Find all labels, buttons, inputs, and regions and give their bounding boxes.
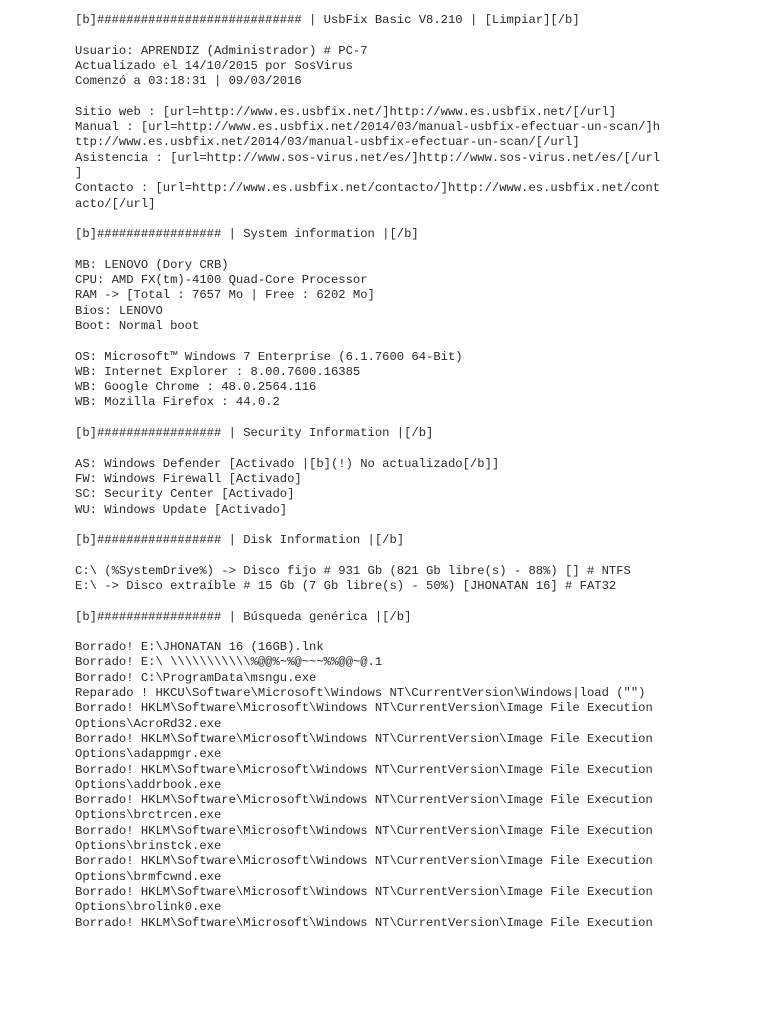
spacer xyxy=(75,518,695,533)
assist-line-cont: ] xyxy=(75,165,83,180)
started-line: Comenzó a 03:18:31 | 09/03/2016 xyxy=(75,74,302,89)
spacer xyxy=(75,28,695,43)
wu-line: WU: Windows Update [Activado] xyxy=(75,502,288,517)
search-result-line: Options\brmfcwnd.exe xyxy=(75,869,222,884)
search-result-line: Borrado! HKLM\Software\Microsoft\Windows NT\CurrentVersion\Image File Execution xyxy=(75,854,653,869)
disk-e-line: E:\ -> Disco extraíble # 15 Gb (7 Gb libre(s) - 50%) [JHONATAN 16] # FAT32 xyxy=(75,578,617,593)
updated-line: Actualizado el 14/10/2015 por SosVirus xyxy=(75,58,353,73)
spacer xyxy=(75,334,695,349)
search-result-line: Options\brolink0.exe xyxy=(75,900,222,915)
search-result-line: Borrado! HKLM\Software\Microsoft\Windows NT\CurrentVersion\Image File Execution xyxy=(75,731,653,746)
system-heading: [b]################# | System information |[/b] xyxy=(75,227,419,242)
website-line: Sitio web : [url=http://www.es.usbfix.net/]http://www.es.usbfix.net/[/url] xyxy=(75,104,617,119)
wb-ie-line: WB: Internet Explorer : 8.00.7600.16385 xyxy=(75,364,361,379)
assist-line: Asistencia : [url=http://www.sos-virus.net/es/]http://www.sos-virus.net/es/[/url xyxy=(75,150,661,165)
search-result-line: Borrado! HKLM\Software\Microsoft\Windows NT\CurrentVersion\Image File Execution xyxy=(75,762,653,777)
disk-c-line: C:\ (%SystemDrive%) -> Disco fijo # 931 Gb (821 Gb libre(s) - 88%) [] # NTFS xyxy=(75,563,631,578)
spacer xyxy=(75,242,695,257)
disk-heading: [b]################# | Disk Information |[/b] xyxy=(75,533,405,548)
search-result-line: Borrado! E:\JHONATAN 16 (16GB).lnk xyxy=(75,640,324,655)
spacer xyxy=(75,212,695,227)
spacer xyxy=(75,441,695,456)
search-result-line: Borrado! HKLM\Software\Microsoft\Windows NT\CurrentVersion\Image File Execution xyxy=(75,915,653,930)
usbfix-report xyxy=(75,13,695,931)
fw-line: FW: Windows Firewall [Activado] xyxy=(75,471,302,486)
spacer xyxy=(75,411,695,426)
contact-line: Contacto : [url=http://www.es.usbfix.net/contacto/]http://www.es.usbfix.net/cont xyxy=(75,181,661,196)
spacer xyxy=(75,89,695,104)
search-result-line: Borrado! HKLM\Software\Microsoft\Windows NT\CurrentVersion\Image File Execution xyxy=(75,823,653,838)
manual-line: Manual : [url=http://www.es.usbfix.net/2014/03/manual-usbfix-efectuar-un-scan/]h xyxy=(75,120,661,135)
search-result-line: Borrado! HKLM\Software\Microsoft\Windows NT\CurrentVersion\Image File Execution xyxy=(75,701,653,716)
contact-line-cont: acto/[/url] xyxy=(75,196,156,211)
search-result-line: Options\brctrcen.exe xyxy=(75,808,222,823)
boot-line: Boot: Normal boot xyxy=(75,318,200,333)
wb-firefox-line: WB: Mozilla Firefox : 44.0.2 xyxy=(75,395,280,410)
search-result-line: Options\adappmgr.exe xyxy=(75,747,222,762)
ram-line: RAM -> [Total : 7657 Mo | Free : 6202 Mo] xyxy=(75,288,375,303)
search-result-line: Borrado! HKLM\Software\Microsoft\Windows NT\CurrentVersion\Image File Execution xyxy=(75,793,653,808)
search-result-line: Reparado ! HKCU\Software\Microsoft\Windows NT\CurrentVersion\Windows|load ("") xyxy=(75,686,646,701)
cpu-line: CPU: AMD FX(tm)-4100 Quad-Core Processor xyxy=(75,273,368,288)
os-line: OS: Microsoft™ Windows 7 Enterprise (6.1.7600 64-Bit) xyxy=(75,349,463,364)
wb-chrome-line: WB: Google Chrome : 48.0.2564.116 xyxy=(75,380,317,395)
search-result-line: Borrado! C:\ProgramData\msngu.exe xyxy=(75,670,317,685)
spacer xyxy=(75,548,695,563)
search-result-line: Borrado! HKLM\Software\Microsoft\Windows NT\CurrentVersion\Image File Execution xyxy=(75,884,653,899)
search-result-line: Borrado! E:\ \\\\\\\\\\\%@@%~%@~~~%%@@~@.1 xyxy=(75,655,383,670)
report-title: [b]############################ | UsbFix Basic V8.210 | [Limpiar][/b] xyxy=(75,13,580,27)
security-heading: [b]################# | Security Information |[/b] xyxy=(75,426,434,441)
bios-line: Bios: LENOVO xyxy=(75,303,163,318)
spacer xyxy=(75,594,695,609)
sc-line: SC: Security Center [Activado] xyxy=(75,487,295,502)
search-result-line: Options\AcroRd32.exe xyxy=(75,716,222,731)
as-line: AS: Windows Defender [Activado |[b](!) No actualizado[/b]] xyxy=(75,456,500,471)
spacer xyxy=(75,625,695,640)
mb-line: MB: LENOVO (Dory CRB) xyxy=(75,257,229,272)
search-heading: [b]################# | Búsqueda genérica |[/b] xyxy=(75,609,412,624)
manual-line-cont: ttp://www.es.usbfix.net/2014/03/manual-usbfix-efectuar-un-scan/[/url] xyxy=(75,135,580,150)
search-result-line: Options\addrbook.exe xyxy=(75,777,222,792)
user-line: Usuario: APRENDIZ (Administrador) # PC-7 xyxy=(75,43,368,58)
search-result-line: Options\brinstck.exe xyxy=(75,839,222,854)
